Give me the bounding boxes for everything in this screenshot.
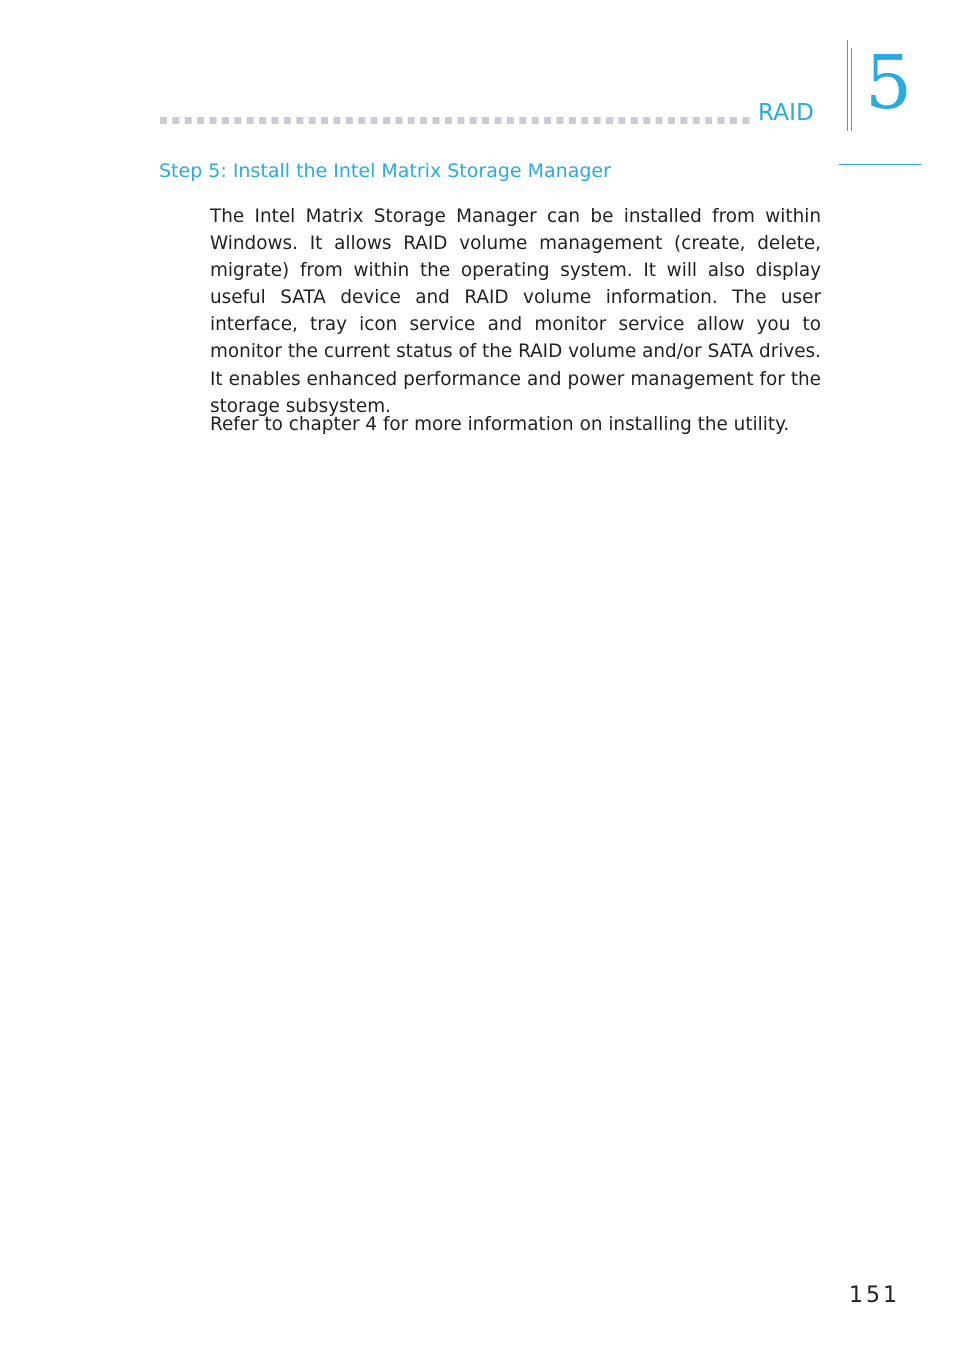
section-label: RAID: [758, 100, 815, 126]
step-heading: Step 5: Install the Intel Matrix Storage Manager: [159, 160, 611, 182]
body-paragraph-2: Refer to chapter 4 for more information on installing the utility.: [210, 414, 790, 435]
header-dotted-rule: [160, 117, 752, 124]
chapter-tab-line-outer: [847, 40, 848, 131]
page-number: 151: [849, 1283, 900, 1308]
body-paragraph-1: The Intel Matrix Storage Manager can be installed from within Windows. It allows RAID volume management (create, delete, migrate) from within the operating system. It will also display useful SATA device and RAID volume information. The user interface, tray icon service and monitor service allow you to monitor the current status of the RAID volume and/or SATA drives. It enables enhanced performance and power management for the storage subsystem.: [210, 206, 821, 417]
chapter-tab-bottom-line: [839, 164, 921, 165]
chapter-tab-line-inner: [851, 48, 852, 131]
chapter-number: 5: [865, 40, 913, 126]
